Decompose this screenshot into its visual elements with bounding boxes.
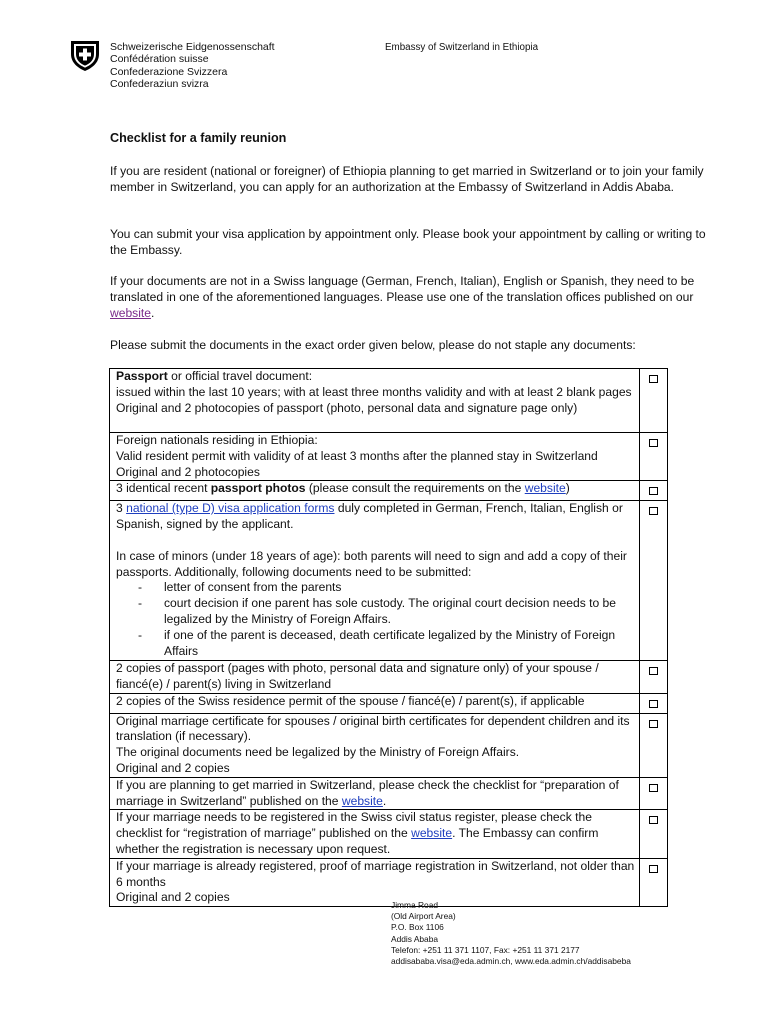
item-text: issued within the last 10 years; with at least three months validity and with at least 2 blank pages (116, 384, 632, 399)
item-text: Original and 2 copies (116, 760, 230, 775)
federation-line: Confederaziun svizra (110, 77, 209, 90)
table-row (110, 433, 668, 481)
table-row (110, 369, 668, 433)
checklist-table (109, 368, 668, 907)
checkbox-cell (640, 858, 668, 906)
embassy-name: Embassy of Switzerland in Ethiopia (385, 42, 539, 53)
website-link[interactable]: website (411, 826, 453, 841)
item-text: 3 identical recent (116, 481, 211, 496)
item-text: ) (565, 481, 570, 496)
visa-form-link[interactable]: national (type D) visa application forms (126, 501, 335, 516)
contact-phone: Telefon: +251 11 371 1107, Fax: +251 11 371 2177 (391, 944, 580, 955)
item-cell (110, 369, 640, 433)
list-item: - letter of consent from the parents (138, 580, 639, 596)
website-link[interactable]: website (524, 481, 566, 496)
checkbox[interactable] (649, 720, 658, 728)
website-link[interactable]: website (341, 793, 383, 808)
item-bold: Passport (116, 369, 168, 383)
item-cell (110, 481, 640, 501)
checkbox-cell (640, 369, 668, 433)
item-cell (110, 810, 640, 858)
checkbox[interactable] (649, 439, 658, 447)
item-text: . (382, 793, 387, 808)
address-line: Jimma Road (391, 900, 439, 910)
embassy-address (391, 900, 631, 967)
item-text: Original and 2 photocopies of passport (photo, personal data and signature page only) (116, 400, 578, 415)
table-row (110, 713, 668, 777)
item-bold: passport photos (210, 481, 306, 496)
list-item: - court decision if one parent has sole custody. The original court decision needs to be legalized by the Ministry of Foreign Affairs. (138, 596, 639, 628)
website-link[interactable]: website (110, 306, 152, 320)
checkbox[interactable] (649, 667, 658, 675)
federation-line: Schweizerische Eidgenossenschaft (110, 41, 275, 53)
intro-paragraph: If you are resident (national or foreigner) of Ethiopia planning to get married in Switzerland or to join your family member in Switzerland, you can apply for an authorization at the Embassy of Switzerland in Addis Ababa. (110, 164, 704, 194)
address-line: P.O. Box 1106 (391, 922, 444, 933)
checkbox-cell (640, 810, 668, 858)
item-text: (please consult the requirements on the (305, 481, 525, 496)
item-text: Original marriage certificate for spouses / original birth certificates for dependent children and its translation (if necessary). (116, 713, 630, 744)
table-row (110, 501, 668, 661)
item-text: or official travel document: (167, 369, 313, 383)
table-row (110, 777, 668, 810)
item-cell (110, 777, 640, 810)
item-text: duly completed in German, French, Italian, English or Spanish, signed by the applicant. (116, 501, 623, 531)
checkbox[interactable] (649, 700, 658, 708)
item-text: Original and 2 copies (116, 890, 230, 905)
checkbox-cell (640, 693, 668, 713)
item-text: Valid resident permit with validity of at least 3 months after the planned stay in Switzerland (116, 448, 598, 463)
item-text: If your marriage is already registered, proof of marriage registration in Switzerland, not older than 6 months (116, 858, 635, 889)
item-text: In case of minors (under 18 years of age): both parents will need to sign and add a copy of their passports. Additionally, following documents need to be submitted: (116, 548, 627, 579)
address-line: (Old Airport Area) (391, 911, 456, 922)
federation-line: Confédération suisse (110, 53, 209, 66)
minors-document-list (116, 580, 639, 659)
confederation-names (110, 41, 275, 90)
checkbox-cell (640, 661, 668, 694)
federation-line: Confederazione Svizzera (110, 65, 228, 78)
checkbox[interactable] (649, 784, 658, 792)
table-row (110, 810, 668, 858)
item-text: 2 copies of passport (pages with photo, personal data and signature only) of your spouse / fiancé(e) / parent(s) living in Switzerland (116, 661, 599, 691)
checkbox-cell (640, 433, 668, 481)
checkbox-cell (640, 777, 668, 810)
page-title: Checklist for a family reunion (110, 131, 287, 145)
item-text: Original and 2 photocopies (116, 464, 260, 479)
address-line: Addis Ababa (391, 933, 439, 944)
checkbox-cell (640, 501, 668, 661)
item-text: Foreign nationals residing in Ethiopia: (116, 433, 318, 447)
item-cell (110, 693, 640, 713)
table-row (110, 481, 668, 501)
contact-email-web: addisababa.visa@eda.admin.ch, www.eda.admin.ch/addisabeba (391, 956, 631, 967)
item-cell (110, 661, 640, 694)
appointment-paragraph: You can submit your visa application by appointment only. Please book your appointment by calling or writing to the Embassy. (110, 227, 706, 257)
table-row (110, 661, 668, 694)
item-text: 2 copies of the Swiss residence permit of the spouse / fiancé(e) / parent(s), if applicable (116, 693, 585, 708)
item-text: 3 (116, 501, 127, 516)
checkbox[interactable] (649, 507, 658, 515)
checkbox-cell (640, 713, 668, 777)
checkbox[interactable] (649, 375, 658, 383)
checkbox[interactable] (649, 816, 658, 824)
checkbox-cell (640, 481, 668, 501)
item-text: If your marriage needs to be registered in the Swiss civil status register, please check the checklist for “registration of marriage” published on the (116, 810, 592, 841)
item-cell (110, 713, 640, 777)
item-cell (110, 433, 640, 481)
text: . (151, 306, 155, 320)
item-text: . The Embassy can confirm whether the registration is necessary upon request. (116, 826, 599, 856)
text: If your documents are not in a Swiss language (German, French, Italian), English or Spanish, they need to be translated in one of the aforementioned languages. Please use one of the translation offices published on our (110, 274, 695, 304)
table-row (110, 693, 668, 713)
translation-paragraph (110, 273, 710, 321)
item-text: If you are planning to get married in Switzerland, please check the checklist for “preparation of marriage in Switzerland” published on the (116, 777, 619, 808)
list-item: - if one of the parent is deceased, death certificate legalized by the Ministry of Foreign Affairs (138, 628, 639, 660)
checkbox[interactable] (649, 865, 658, 873)
checkbox[interactable] (649, 487, 658, 495)
swiss-coat-of-arms-icon (70, 40, 100, 72)
item-cell (110, 501, 640, 661)
order-paragraph: Please submit the documents in the exact order given below, please do not staple any documents: (110, 338, 636, 352)
item-text: The original documents need be legalized by the Ministry of Foreign Affairs. (116, 745, 520, 760)
